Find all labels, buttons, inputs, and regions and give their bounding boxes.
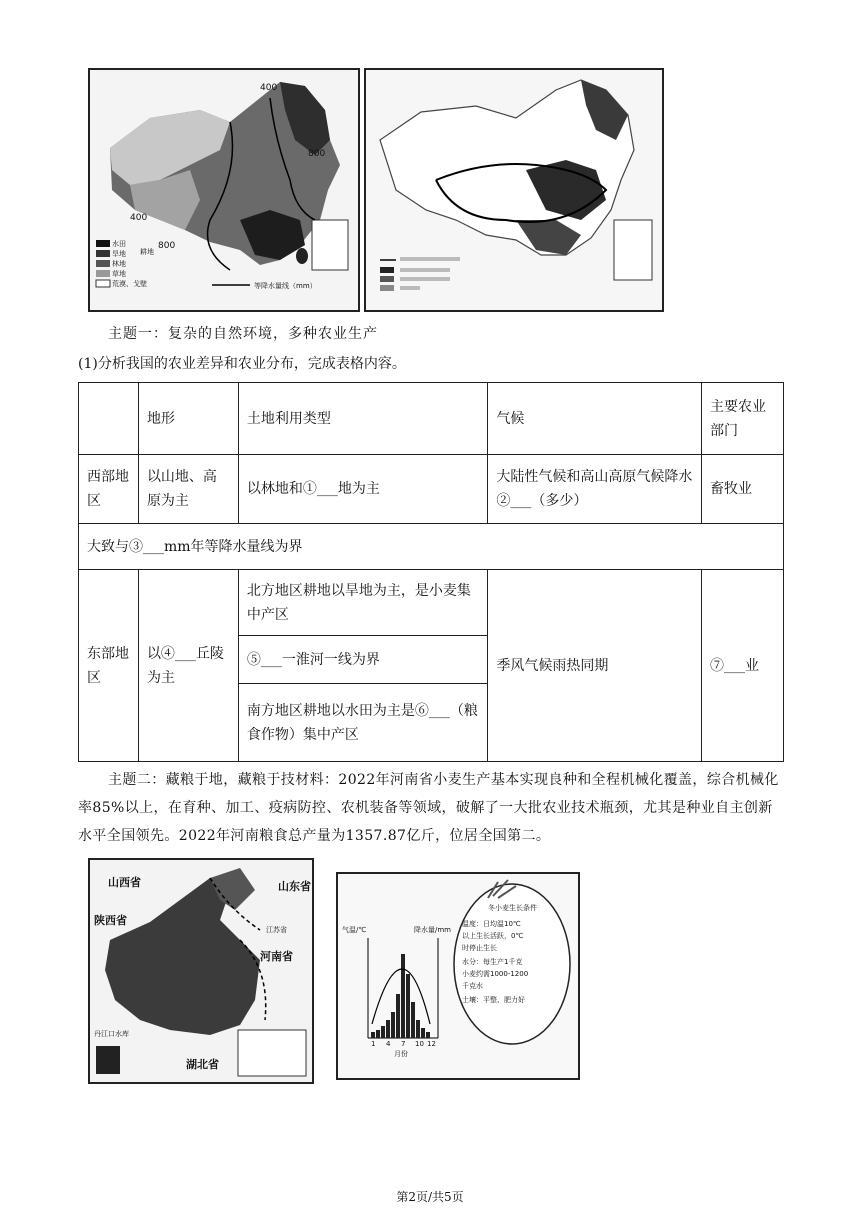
west-terrain: 以山地、高原为主: [138, 455, 238, 524]
month-tick: 10: [415, 1040, 424, 1048]
label-shanxi: 山西省: [108, 876, 141, 889]
divider-text: 大致与③___mm年等降水量线为界: [79, 524, 784, 570]
oval-title: 冬小麦生长条件: [488, 904, 537, 912]
china-land-use-map-graphic: [90, 70, 358, 310]
svg-text:等降水量线（mm）: 等降水量线（mm）: [254, 282, 317, 290]
contour-label: 800: [158, 241, 176, 251]
month-tick: 4: [386, 1040, 391, 1048]
table-row-divider: [79, 524, 784, 570]
west-climate: 大陆性气候和高山高原气候降水②___（多少）: [488, 455, 702, 524]
label-hubei: 湖北省: [186, 1058, 219, 1071]
header-blank: [79, 383, 139, 455]
svg-text:水田: 水田: [112, 240, 126, 248]
page-footer: 第2页/共5页: [396, 1190, 464, 1204]
east-land-boundary: ⑤___一淮河一线为界: [238, 636, 488, 684]
east-sector: ⑦___业: [702, 570, 784, 762]
label-henan: 河南省: [260, 950, 293, 963]
svg-text:林地: 林地: [112, 260, 126, 268]
china-land-use-map: [88, 68, 360, 312]
oval-line: 以上生长活跃，0℃: [462, 932, 524, 940]
month-tick: 7: [401, 1040, 406, 1048]
oval-line: 小麦约需1000-1200: [462, 970, 529, 978]
month-tick: 12: [427, 1040, 436, 1048]
henan-map-graphic: [90, 860, 312, 1082]
label-shandong: 山东省: [278, 880, 311, 893]
svg-text:耕地: 耕地: [140, 248, 154, 256]
contour-label: 400: [130, 213, 148, 223]
east-terrain: 以④___丘陵为主: [138, 570, 238, 762]
theme1-heading: 主题一：复杂的自然环境，多种农业生产: [108, 326, 378, 342]
month-tick: 1: [371, 1040, 376, 1048]
east-region: 东部地区: [79, 570, 139, 762]
west-land-use: 以林地和①___地为主: [238, 455, 488, 524]
west-sector: 畜牧业: [702, 455, 784, 524]
east-climate: 季风气候雨热同期: [488, 570, 702, 762]
oval-line: 温度：日均温10℃: [462, 920, 521, 928]
contour-label: 800: [308, 149, 326, 159]
east-land-south: 南方地区耕地以水田为主是⑥___（粮食作物）集中产区: [238, 684, 488, 762]
svg-text:草地: 草地: [112, 270, 126, 278]
label-danjiangkou: 丹江口水库: [94, 1030, 129, 1038]
table-header-row: [79, 383, 784, 455]
oval-line: 土壤：平整、肥力好: [462, 996, 525, 1004]
header-terrain: 地形: [138, 383, 238, 455]
oval-line: 千克水: [462, 982, 483, 990]
header-land-use: 土地利用类型: [238, 383, 488, 455]
agriculture-comparison-table: [78, 382, 784, 762]
header-sector: 主要农业部门: [702, 383, 784, 455]
table-row-west: [79, 455, 784, 524]
question1-text: (1)分析我国的农业差异和农业分布，完成表格内容。: [78, 356, 406, 372]
east-land-north: 北方地区耕地以旱地为主，是小麦集中产区: [238, 570, 488, 636]
wheat-climate-graphic: [338, 874, 578, 1078]
oval-line: 水分：每生产1千克: [462, 958, 523, 966]
label-jiangsu: 江苏省: [266, 926, 287, 934]
climate-axis-left: 气温/℃: [342, 926, 367, 934]
henan-map: [88, 858, 314, 1084]
label-shaanxi: 陕西省: [94, 914, 127, 927]
wheat-climate-figure: [336, 872, 580, 1080]
climate-axis-bottom: 月份: [394, 1050, 408, 1058]
svg-text:旱地: 旱地: [112, 250, 126, 258]
china-agriculture-map: [364, 68, 664, 312]
west-region: 西部地区: [79, 455, 139, 524]
contour-label: 400: [260, 83, 278, 93]
svg-text:荒漠、戈壁: 荒漠、戈壁: [112, 280, 147, 288]
oval-line: 时停止生长: [462, 944, 497, 952]
header-climate: 气候: [488, 383, 702, 455]
climate-axis-right: 降水量/mm: [414, 926, 451, 934]
theme2-paragraph: 主题二：藏粮于地，藏粮于技材料：2022年河南省小麦生产基本实现良种和全程机械化覆盖，综合机械化率85%以上，在育种、加工、疫病防控、农机装备等领域，破解了一大批农业技术瓶颈，尤其是种业自主创新水平全国领先。2022年河南粮食总产量为1357.87亿斤，位居全国第二。: [78, 772, 779, 844]
china-agriculture-map-graphic: [366, 70, 662, 310]
table-row-east-1: [79, 570, 784, 636]
